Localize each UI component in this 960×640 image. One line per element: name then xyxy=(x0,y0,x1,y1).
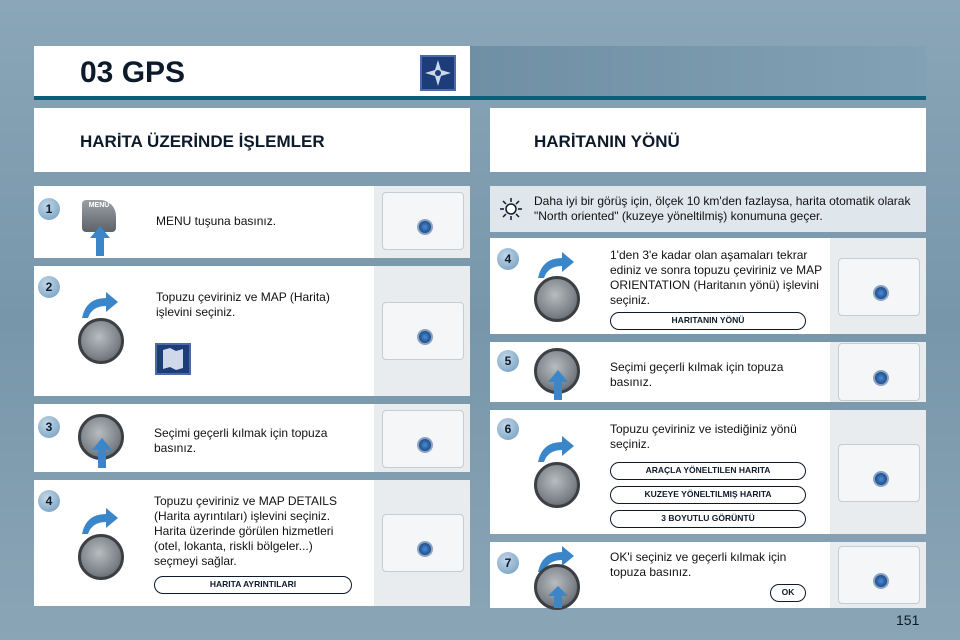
console-image xyxy=(830,542,926,608)
step-4-text: Topuzu çeviriniz ve MAP DETAILS (Harita ayrıntıları) işlevini seçiniz. Harita üzerinde görülen hizmetleri (otel, lokanta, riskli bölgeler...) seçmeyi sağlar. xyxy=(154,494,337,568)
page-title: 03 GPS xyxy=(80,56,186,89)
console-image xyxy=(374,480,470,606)
console-image xyxy=(830,342,926,402)
menu-option-pill: HARITANIN YÖNÜ xyxy=(610,312,806,330)
right-section-head xyxy=(490,108,926,172)
rotary-knob-icon xyxy=(78,534,124,580)
topographic-banner xyxy=(470,46,926,100)
rotary-knob-icon xyxy=(534,462,580,508)
ok-pill: OK xyxy=(770,584,806,602)
right-step-4-panel xyxy=(490,238,926,334)
rotate-arrow-icon xyxy=(80,506,120,536)
step-number-badge: 1 xyxy=(38,198,60,220)
right-step-7-text: OK'i seçiniz ve geçerli kılmak için topuza basınız. xyxy=(610,550,787,579)
right-step-6-panel xyxy=(490,410,926,534)
rotate-arrow-icon xyxy=(80,290,120,320)
left-section-head xyxy=(34,108,470,172)
console-image xyxy=(830,238,926,334)
step-number-badge: 4 xyxy=(38,490,60,512)
menu-button: MENU xyxy=(82,200,116,232)
right-step-6-text: Topuzu çeviriniz ve istediğiniz yönü seçiniz. xyxy=(610,422,797,451)
push-arrow-icon xyxy=(546,586,570,608)
step-4-panel xyxy=(34,480,470,606)
menu-option-pill: HARITA AYRINTILARI xyxy=(154,576,352,594)
right-step-5-text: Seçimi geçerli kılmak için topuza basınız. xyxy=(610,360,784,389)
title-bar xyxy=(34,46,470,100)
left-section-title: HARİTA ÜZERİNDE İŞLEMLER xyxy=(80,132,325,151)
menu-option-pill: KUZEYE YÖNELTILMIŞ HARITA xyxy=(610,486,806,504)
step-number-badge: 6 xyxy=(497,418,519,440)
step-number-badge: 3 xyxy=(38,416,60,438)
info-panel xyxy=(490,186,926,232)
page-number: 151 xyxy=(896,612,920,628)
step-2-panel xyxy=(34,266,470,396)
step-number-badge: 5 xyxy=(497,350,519,372)
gps-crosshair-icon xyxy=(420,55,456,91)
rotate-arrow-icon xyxy=(536,434,576,464)
console-image xyxy=(374,266,470,396)
step-1-text: MENU tuşuna basınız. xyxy=(156,214,277,228)
console-image xyxy=(830,410,926,534)
step-number-badge: 7 xyxy=(497,552,519,574)
step-number-badge: 4 xyxy=(497,248,519,270)
step-number-badge: 2 xyxy=(38,276,60,298)
step-2-text: Topuzu çeviriniz ve MAP (Harita) işlevini seçiniz. xyxy=(156,290,330,319)
console-image xyxy=(374,404,470,472)
step-1-panel xyxy=(34,186,470,258)
right-step-5-panel xyxy=(490,342,926,402)
map-icon xyxy=(155,343,191,375)
menu-option-pill: ARAÇLA YÖNELTILEN HARITA xyxy=(610,462,806,480)
info-text: Daha iyi bir görüş için, ölçek 10 km'den fazlaysa, harita otomatik olarak "North oriented" (kuzeye yöneltilmiş) konumuna geçer. xyxy=(534,194,911,223)
console-image xyxy=(374,186,470,258)
rotary-knob-icon xyxy=(534,276,580,322)
push-arrow-icon xyxy=(88,226,112,256)
step-3-panel xyxy=(34,404,470,472)
rotary-knob-icon xyxy=(78,318,124,364)
push-arrow-icon xyxy=(546,370,570,400)
step-3-text: Seçimi geçerli kılmak için topuza basınız. xyxy=(154,426,328,455)
menu-option-pill: 3 BOYUTLU GÖRÜNTÜ xyxy=(610,510,806,528)
lightbulb-icon xyxy=(500,198,522,220)
right-step-4-text: 1'den 3'e kadar olan aşamaları tekrar ediniz ve sonra topuzu çeviriniz ve MAP ORIENTATION (Haritanın yönü) işlevini seçiniz. xyxy=(610,248,822,307)
push-arrow-icon xyxy=(90,438,114,468)
right-section-title: HARİTANIN YÖNÜ xyxy=(534,132,680,151)
right-step-7-panel xyxy=(490,542,926,608)
